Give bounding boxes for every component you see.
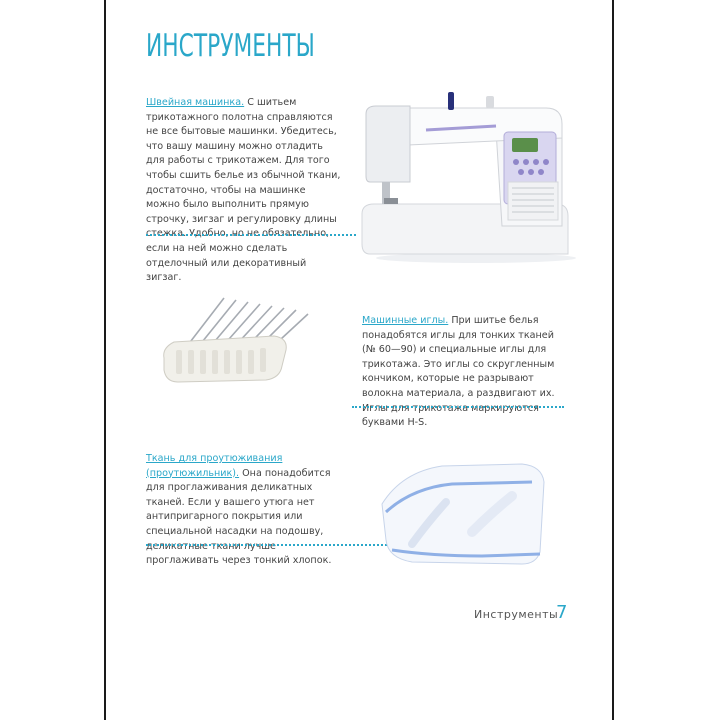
sewing-machine-paragraph [146, 96, 342, 286]
footer-section-label: Инструменты [474, 608, 559, 621]
sewing-machine-text: С шитьем трикотажного полотна справляются не все бытовые машинки. Убедитесь, что вашу машину можно отладить для работы с трикотажем. Для того чтобы сшить белье из обычной ткани, достаточно, чтобы на машинке можно было выполнить прямую строчку, зигзаг и регулировку длины стежка. Удобно, но не обязательно, если на ней можно сделать отделочный или декоративный зигзаг. [146, 97, 341, 284]
book-page [106, 0, 612, 720]
pressing-cloth-paragraph [146, 452, 336, 569]
pressing-cloth-text: Она понадобится для проглаживания деликатных тканей. Если у вашего утюга нет антипригарного покрытия или специальной насадки на подошву, деликатные ткани лучше проглаживать через тонкий хлопок. [146, 467, 332, 567]
pressing-cloth-lead: Ткань для проутюживания (проутюжильник). [146, 453, 283, 479]
needles-image [154, 290, 322, 400]
page-edge-right [612, 0, 614, 720]
dotted-leader-3 [146, 544, 394, 546]
pressing-cloth-image [372, 452, 552, 572]
sewing-machine-lead: Швейная машинка. [146, 97, 245, 108]
dotted-leader-1 [146, 234, 356, 236]
needles-lead: Машинные иглы. [362, 315, 449, 326]
dotted-leader-2 [352, 406, 564, 408]
needles-text: При шитье белья понадобятся иглы для тонких тканей (№ 60—90) и специальные иглы для трикотажа. Это иглы со скругленным кончиком, которые не разрывают волокна материала, а раздвигают их. Иглы для трикотажа маркируются буквами H-S. [362, 315, 555, 429]
needles-paragraph [362, 314, 568, 431]
page-title: ИНСТРУМЕНТЫ [146, 28, 315, 64]
page-number: 7 [556, 602, 568, 623]
sewing-machine-image [356, 86, 582, 264]
